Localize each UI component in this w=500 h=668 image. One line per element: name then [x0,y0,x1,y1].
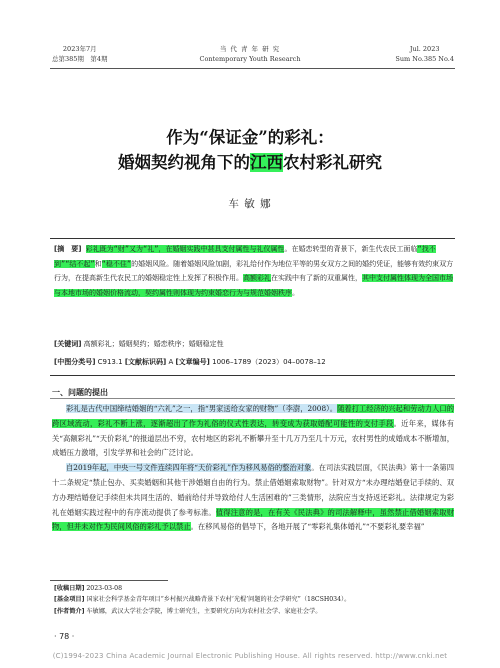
doc-code-value: A [168,358,174,366]
article-no-value: 1006–1789（2023）04–0078–12 [212,358,326,366]
title-segment: 农村彩礼研究 [283,153,382,172]
journal-name-en: Contemporary Youth Research [199,55,301,63]
header-left-date: 2023年7月 [62,45,97,53]
header-right-issue: Sum No.385 No.4 [395,55,454,63]
abstract-text: 。 [292,288,299,297]
abstract-text: 。在婚恋转型的背景下，新生代农民工面临 [284,245,418,253]
body-highlight: 随着打工经济的兴起和劳动力人口的跨区域流动，彩礼不断上涨，逐渐超出了作为礼俗的仪式性表达，转变成为获取婚配可能性的支付手段 [52,404,454,428]
classification-line [54,357,326,367]
body-span: 。在移风易俗的倡导下，各地开展了“零彩礼集体婚礼”“不要彩礼要幸福” [190,522,425,532]
abstract-text: 的婚姻风险。随着婚姻风险加剧，彩礼给付作为地位平等的男女双方之间的婚约凭证，能够有效约束双方行为，在提高新生代农民工的婚姻稳定性上发挥了积极作用。 [54,259,454,282]
body-text [52,402,454,535]
running-header [0,44,500,66]
abstract-highlight: “找不到” [54,245,436,268]
doc-code-label: [文献标识码] [124,358,167,366]
header-right [395,44,454,64]
abstract-highlight: 彩礼既为“财”又为“礼”，在婚姻实践中甚具支付属性与礼仪属性 [85,245,285,253]
abstract-block [54,242,454,300]
body-paragraph [52,402,454,461]
abstract-highlight: “稳不住” [101,259,132,268]
abstract-highlight: 其中支付属性体现为全国市场与本地市场的婚姻价格流动，契约属性则体现为约束婚恋行为与规范婚姻秩序 [54,274,453,297]
body-highlight-blue: 自2019年起，中央一号文件连续四年将“天价彩礼”作为移风易俗的整治对象 [66,463,312,473]
body-highlight: 值得注意的是，在有关《民法典》的司法解释中，虽然禁止借婚姻索取财物，但并未对作为民间风俗的彩礼予以禁止 [52,507,455,532]
abstract-label: [摘 要] [54,245,82,253]
received-date [54,583,454,594]
section-heading: 一、问题的提出 [52,388,108,397]
title-highlight: 江西 [250,153,283,172]
received-label: [收稿日期] [54,585,85,592]
body-span: 。近年来，媒体有关“高额彩礼”“天价彩礼”的报道层出不穷，农村地区的彩礼不断攀升至十几万乃至几十万元，农村男性的成婚成本不断增加，成婚压力激增，引发学界和社会的广泛讨论。 [52,418,455,458]
abstract-text: 在实践中有了新的双重属性， [271,274,362,282]
author-bio [54,606,454,617]
footnote-rule [50,580,168,581]
body-span: 。在司法实践层面，《民法典》第十一条第四十二条规定“禁止包办、买卖婚姻和其他干涉婚姻自由的行为。禁止借婚姻索取财物”。针对双方“未办理结婚登记手续的、双方办理结婚登记手续但未共同生活的、婚前给付并导致给付人生活困难的”三类情形，法院应当支持返还彩礼。法律规定为彩礼在婚姻实践过程中的有序流动提供了参考标准。 [52,463,454,517]
author-bio-value: 车敏娜，武汉大学社会学院，博士研究生，主要研究方向为农村社会学、家庭社会学。 [86,607,322,615]
fund-value: 国家社会科学基金青年项目“乡村振兴战略背景下农村‘光棍’问题的社会学研究”（18CSH034）。 [86,596,351,604]
page-number: · 78 · [54,632,75,641]
footnotes [54,583,454,617]
fund-note [54,594,454,605]
article-no-label: [文章编号] [175,358,210,366]
abstract-highlight: 高额彩礼 [243,274,271,282]
article-title-line1: 作为“保证金”的彩礼： [166,128,334,147]
abstract-top-rule [50,238,455,239]
received-value: 2023-03-08 [86,585,123,592]
body-highlight-blue: 彩礼是古代中国缔结婚姻的“六礼”之一，指“男家送给女家的财物”（李澍，2008）。 [66,404,338,413]
body-paragraph [52,461,454,535]
title-segment: 婚姻契约视角下的 [118,153,250,172]
header-rule [50,68,455,69]
header-left-issue: 总第385期 第4期 [52,55,108,63]
clc-value: C913.1 [97,358,123,366]
author-name: 车 敏 娜 [228,198,272,210]
article-title-line2 [0,149,500,173]
abstract-highlight: “结不起” [65,259,95,268]
keywords-label: [关键词] [54,340,82,348]
keywords-line [54,339,224,349]
abstract-bottom-rule [50,375,455,376]
fund-label: [基金项目] [54,596,85,604]
header-right-date: Jul. 2023 [409,45,440,53]
copyright-footer: (C)1994-2023 China Academic Journal Electronic Publishing House. All rights reserved. http://www.cnki.net [52,652,448,660]
keywords-value: 高额彩礼；婚姻契约；婚恋秩序；婚姻稳定性 [83,340,224,348]
author-bio-label: [作者简介] [54,607,85,615]
section-rule [50,398,455,399]
clc-label: [中图分类号] [54,358,96,366]
abstract-text: 和 [94,259,102,268]
journal-name-cn: 当 代 青 年 研 究 [219,45,281,53]
